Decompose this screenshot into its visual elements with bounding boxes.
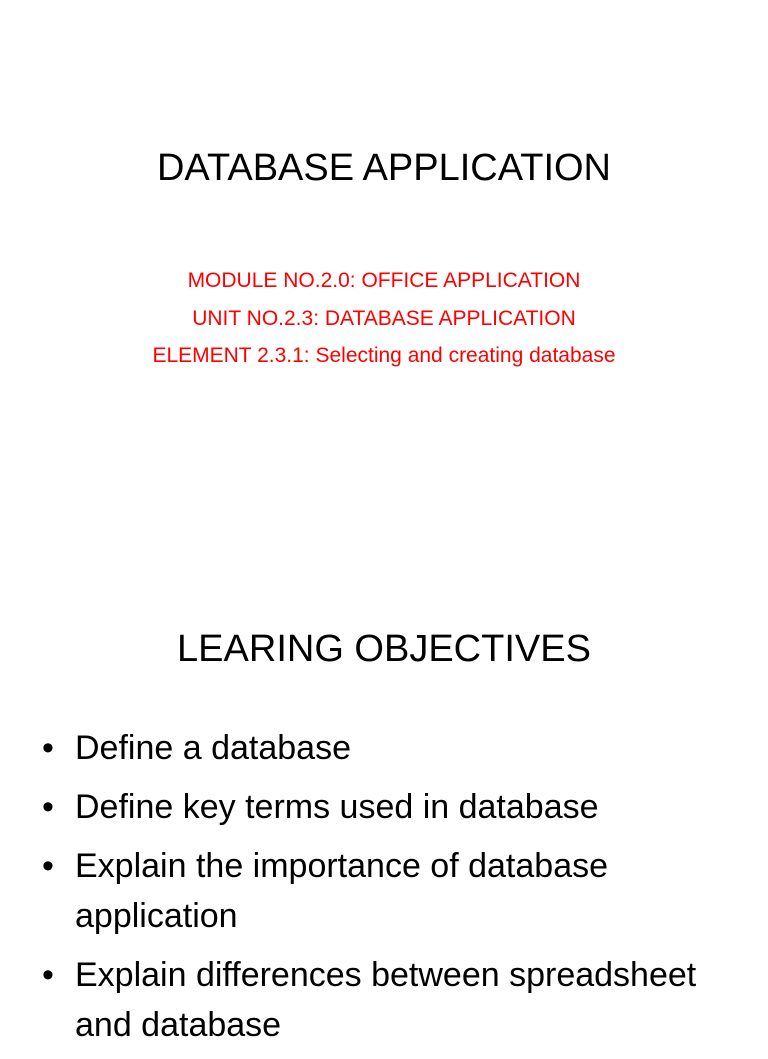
list-item [42, 723, 742, 773]
objective-text: Explain differences between spreadsheet and database [75, 956, 697, 1044]
objectives-title: LEARING OBJECTIVES [177, 628, 591, 670]
bullet-icon: • [42, 956, 54, 994]
bullet-icon: • [42, 788, 54, 826]
bullet-icon: • [42, 729, 54, 767]
objective-text: Explain the importance of database application [75, 847, 609, 935]
list-item [42, 841, 742, 941]
list-item [42, 950, 742, 1050]
objective-text: Define a database [75, 729, 351, 767]
slide-title: DATABASE APPLICATION [156, 147, 611, 189]
subtitle-block [0, 262, 768, 375]
objectives-list [42, 723, 742, 1059]
bullet-icon: • [42, 847, 54, 885]
element-line: ELEMENT 2.3.1: Selecting and creating database [152, 344, 616, 367]
objectives-slide [0, 576, 768, 1044]
list-item [42, 782, 742, 832]
module-line: MODULE NO.2.0: OFFICE APPLICATION [187, 269, 581, 292]
unit-line: UNIT NO.2.3: DATABASE APPLICATION [192, 306, 576, 330]
objective-text: Define key terms used in database [75, 788, 599, 826]
